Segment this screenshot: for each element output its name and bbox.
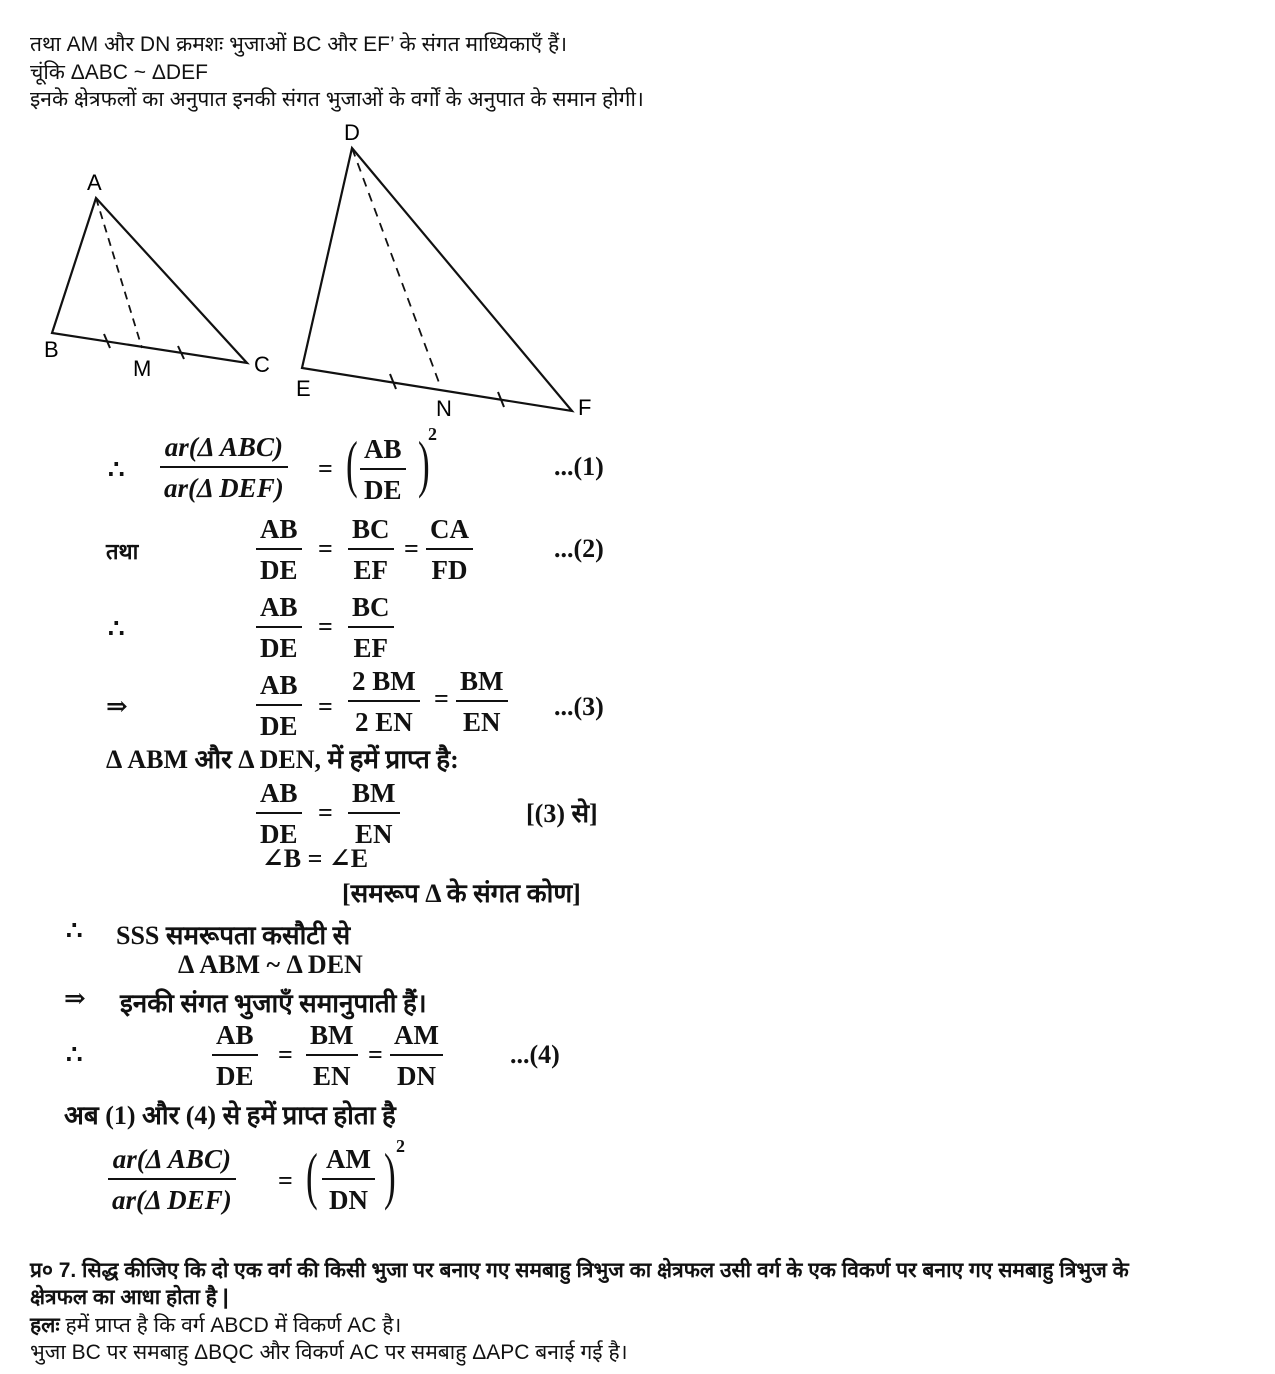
exponent: 2 bbox=[428, 424, 437, 444]
numerator: AB bbox=[212, 1018, 258, 1056]
numerator: ar(Δ ABC) bbox=[160, 430, 288, 468]
numerator: CA bbox=[426, 512, 473, 550]
solution-label: हलः bbox=[30, 1314, 60, 1337]
exponent: 2 bbox=[396, 1136, 405, 1156]
numerator: AB bbox=[256, 590, 302, 628]
implies-symbol: ⇒ bbox=[106, 692, 128, 721]
intro-line-1: तथा AM और DN क्रमशः भुजाओं BC और EF’ के संगत माध्यिकाएँ हैं। bbox=[30, 33, 568, 56]
fraction bbox=[256, 668, 302, 743]
denominator: DE bbox=[364, 475, 402, 505]
numerator: AB bbox=[360, 432, 406, 470]
right-paren: ) bbox=[418, 428, 430, 499]
left-paren: ( bbox=[306, 1140, 318, 1211]
fraction bbox=[390, 1018, 443, 1093]
denominator: EF bbox=[353, 555, 389, 585]
numerator: BM bbox=[456, 664, 508, 702]
fraction-area-ratio bbox=[108, 1142, 236, 1217]
triangle-abc bbox=[52, 198, 247, 363]
solution-text: हमें प्राप्त है कि वर्ग ABCD में विकर्ण AC है। bbox=[59, 1314, 402, 1337]
therefore-symbol: ∴ bbox=[108, 614, 125, 643]
label-n: N bbox=[436, 396, 452, 421]
fraction bbox=[256, 512, 302, 587]
left-paren: ( bbox=[346, 428, 358, 499]
question-7: प्र० 7. सिद्ध कीजिए कि दो एक वर्ग की किसी भुजा पर बनाए गए समबाहु त्रिभुज का क्षेत्रफल उसी वर्ग के एक विकर्ण पर बनाए गए समबाहु त्रिभुज के bbox=[30, 1259, 1129, 1282]
numerator: AM bbox=[322, 1142, 375, 1180]
intro-line-2: चूंकि ΔABC ~ ΔDEF bbox=[30, 61, 208, 84]
right-paren: ) bbox=[384, 1140, 396, 1211]
angle-reason: [समरूप Δ के संगत कोण] bbox=[342, 879, 581, 908]
abm-den-line: Δ ABM और Δ DEN, में हमें प्राप्त है: bbox=[106, 745, 459, 774]
numerator: 2 BM bbox=[348, 664, 420, 702]
denominator: DE bbox=[260, 633, 298, 663]
equals-sign: = bbox=[318, 612, 333, 641]
label-m: M bbox=[133, 356, 152, 381]
fraction bbox=[348, 776, 400, 851]
numerator: BC bbox=[348, 590, 394, 628]
fraction-area-ratio bbox=[160, 430, 288, 505]
angle-equality: ∠B = ∠E bbox=[262, 844, 369, 873]
equation-tag-1: ...(1) bbox=[554, 452, 604, 481]
equation-tag-4: ...(4) bbox=[510, 1040, 560, 1069]
fraction bbox=[212, 1018, 258, 1093]
equation-tag-2: ...(2) bbox=[554, 534, 604, 563]
numerator: AB bbox=[256, 668, 302, 706]
label-e: E bbox=[296, 376, 311, 401]
fraction bbox=[348, 512, 394, 587]
fraction bbox=[256, 590, 302, 665]
denominator: DE bbox=[260, 819, 298, 849]
label-a: A bbox=[87, 170, 102, 195]
tatha-label: तथा bbox=[106, 539, 139, 564]
denominator: EN bbox=[354, 819, 393, 849]
denominator: FD bbox=[431, 555, 468, 585]
label-d: D bbox=[344, 120, 360, 145]
equals-sign: = bbox=[278, 1166, 293, 1195]
sss-criterion-line: SSS समरूपता कसौटी से bbox=[116, 921, 351, 950]
denominator: EN bbox=[462, 707, 501, 737]
equals-sign: = bbox=[318, 798, 333, 827]
equals-sign: = bbox=[278, 1040, 293, 1069]
equals-sign: = bbox=[404, 534, 419, 563]
intro-line-3: इनके क्षेत्रफलों का अनुपात इनकी संगत भुजाओं के वर्गों के अनुपात के समान होगी। bbox=[30, 88, 644, 111]
therefore-symbol: ∴ bbox=[108, 455, 125, 484]
label-b: B bbox=[44, 337, 59, 362]
numerator: BC bbox=[348, 512, 394, 550]
denominator: ar(Δ DEF) bbox=[164, 473, 284, 503]
denominator: DE bbox=[216, 1061, 254, 1091]
similarity-statement: Δ ABM ~ Δ DEN bbox=[178, 950, 363, 979]
denominator: DN bbox=[328, 1185, 368, 1215]
equals-sign: = bbox=[368, 1040, 383, 1069]
solution-line-2: भुजा BC पर समबाहु ΔBQC और विकर्ण AC पर समबाहु ΔAPC बनाई गई है। bbox=[30, 1341, 628, 1364]
denominator: EN bbox=[312, 1061, 351, 1091]
numerator: AB bbox=[256, 512, 302, 550]
equals-sign: = bbox=[434, 684, 449, 713]
conclusion-lead-line: अब (1) और (4) से हमें प्राप्त होता है bbox=[64, 1101, 396, 1130]
denominator: DN bbox=[396, 1061, 436, 1091]
label-c: C bbox=[254, 352, 270, 377]
fraction-am-dn bbox=[322, 1142, 375, 1217]
denominator: DE bbox=[260, 555, 298, 585]
triangle-def bbox=[302, 148, 572, 411]
numerator: AB bbox=[256, 776, 302, 814]
equals-sign: = bbox=[318, 692, 333, 721]
fraction bbox=[256, 776, 302, 851]
equation-tag-3: ...(3) bbox=[554, 692, 604, 721]
fraction bbox=[348, 664, 420, 739]
therefore-symbol: ∴ bbox=[66, 1040, 83, 1069]
fraction bbox=[456, 664, 508, 739]
label-f: F bbox=[578, 395, 592, 420]
question-7-cont: क्षेत्रफल का आधा होता है | bbox=[30, 1286, 229, 1309]
fraction bbox=[426, 512, 473, 587]
solution-line-1 bbox=[30, 1312, 401, 1339]
proportional-sides-line: इनकी संगत भुजाएँ समानुपाती हैं। bbox=[120, 989, 427, 1018]
equals-sign: = bbox=[318, 454, 333, 483]
implies-symbol-prop: ⇒ bbox=[64, 984, 86, 1013]
numerator: ar(Δ ABC) bbox=[108, 1142, 236, 1180]
numerator: BM bbox=[348, 776, 400, 814]
equals-sign: = bbox=[318, 534, 333, 563]
denominator: 2 EN bbox=[354, 707, 413, 737]
equation-reference: [(3) से] bbox=[526, 799, 598, 828]
numerator: BM bbox=[306, 1018, 358, 1056]
denominator: DE bbox=[260, 711, 298, 741]
denominator: ar(Δ DEF) bbox=[112, 1185, 232, 1215]
triangles-figure bbox=[0, 115, 640, 425]
fraction bbox=[306, 1018, 358, 1093]
numerator: AM bbox=[390, 1018, 443, 1056]
denominator: EF bbox=[353, 633, 389, 663]
fraction-ab-de bbox=[360, 432, 406, 507]
therefore-symbol-sss: ∴ bbox=[66, 916, 83, 945]
fraction bbox=[348, 590, 394, 665]
